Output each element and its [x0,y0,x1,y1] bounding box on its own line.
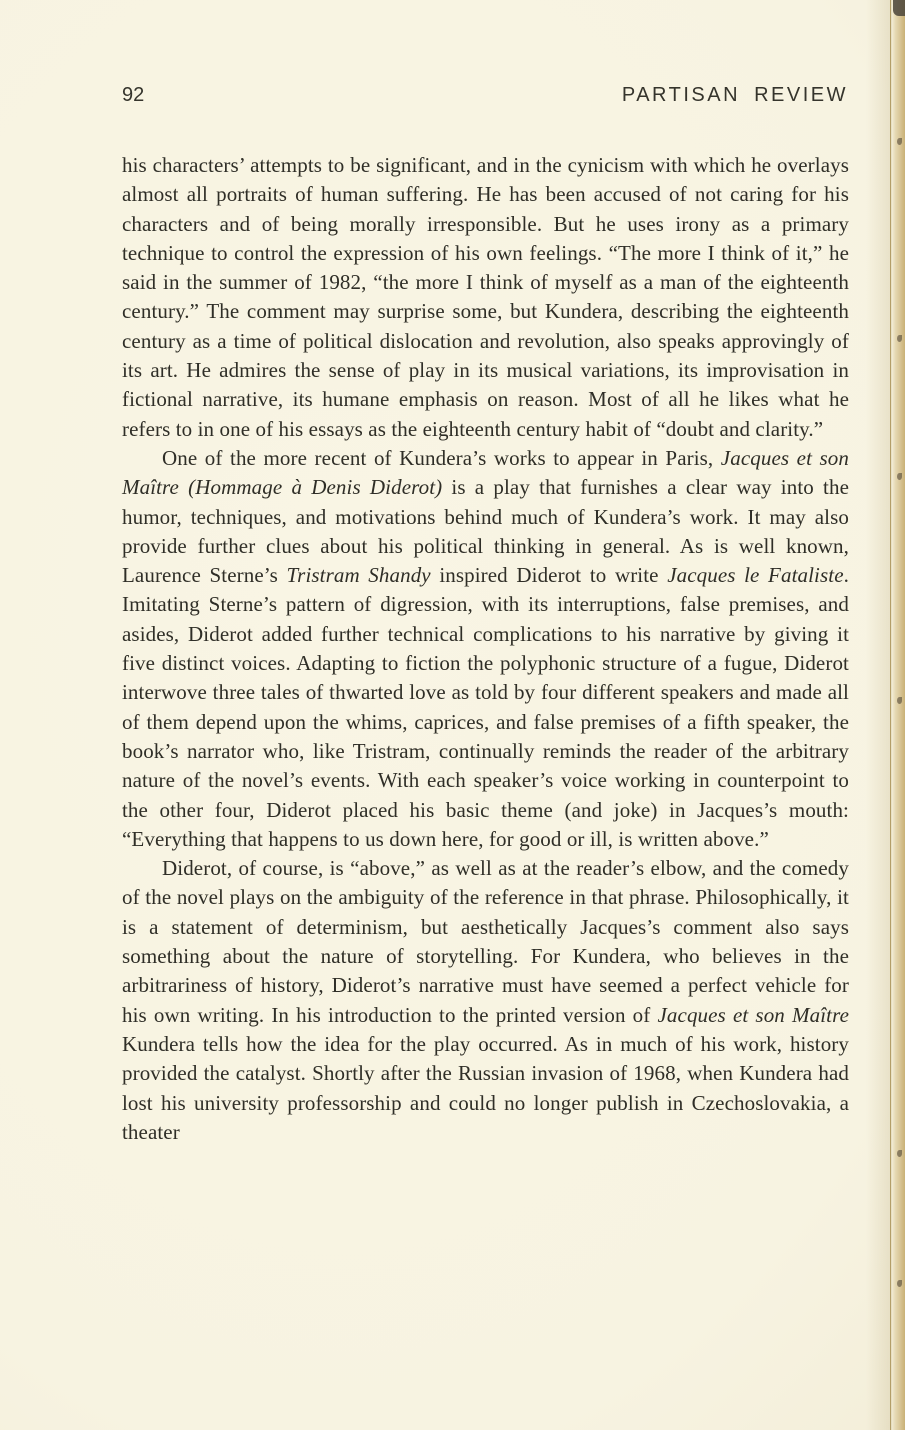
text-run: is a play that furnishes a clear way into the humor, techniques, and motivations behind much of Kundera’s work. It may also provide further clues about his political thinking in general. As is well known, Laurence Sterne’s [122,475,849,588]
paragraph [122,444,849,854]
edge-ink-speck [897,138,902,145]
edge-ink-speck [897,697,902,704]
edge-ink-speck [897,1150,902,1157]
text-run: . Imitating Sterne’s pattern of digression, with its interruptions, false premises, and asides, Diderot added further technical complications to his narrative by giving it five distinct voices. Adapting to fiction the polyphonic structure of a fugue, Diderot interwove three tales of thwarted love as told by four different speakers and made all of them depend upon the whims, caprices, and false premises of a fifth speaker, the book’s narrator who, like Tristram, continually reminds the reader of the arbitrary nature of the novel’s events. With each speaker’s voice working in counterpoint to the other four, Diderot placed his basic theme (and joke) in Jacques’s mouth: “Everything that happens to us down here, for good or ill, is written above.” [122,563,849,851]
italic-text-run: Jacques et son Maître [657,1002,849,1027]
edge-ink-speck [897,473,902,480]
italic-text-run: Jacques le Fataliste [667,563,844,588]
text-run: Kundera tells how the idea for the play occurred. As in much of his work, history provided the catalyst. Shortly after the Russian invasion of 1968, when Kundera had lost his university professorship and could no longer publish in Czechoslovakia, a theater [122,1031,849,1144]
edge-ink-speck [897,1280,902,1287]
edge-ink-speck [897,335,902,342]
journal-title: PARTISAN REVIEW [621,84,848,106]
page-edge-shadow [866,0,892,1430]
scan-corner-mark [893,0,905,16]
page-edge-strip [890,0,905,1430]
text-run: his characters’ attempts to be significant, and in the cynicism with which he overlays almost all portraits of human suffering. He has been accused of not caring for his characters and of being morally irresponsible. But he uses irony as a primary technique to control the expression of his own feelings. “The more I think of it,” he said in the summer of 1982, “the more I think of myself as a man of the eighteenth century.” The comment may surprise some, but Kundera, describing the eighteenth century as a time of political dislocation and revolution, also speaks approvingly of its art. He admires the sense of play in its musical variations, its improvisation in fictional narrative, its humane emphasis on reason. Most of all he likes what he refers to in one of his essays as the eighteenth century habit of “doubt and clarity.” [122,153,849,441]
page-header [122,84,848,107]
italic-text-run: Tristram Shandy [286,563,431,588]
italic-text-run: Jacques et son Maître (Hommage à Denis Diderot) [122,445,849,500]
text-run: One of the more recent of Kundera’s works to appear in Paris, [162,445,721,470]
text-run: Diderot, of course, is “above,” as well as at the reader’s elbow, and the comedy of the novel plays on the ambiguity of the reference in that phrase. Philosophically, it is a statement of determinism, but aesthetically Jacques’s comment also says something about the nature of storytelling. For Kundera, who believes in the arbitrariness of history, Diderot’s narrative must have seemed a perfect vehicle for his own writing. In his introduction to the printed version of [122,856,849,1027]
paragraph [122,854,849,1147]
page-number: 92 [122,84,145,106]
page-body [122,151,849,1147]
paragraph [122,151,849,444]
text-run: inspired Diderot to write [430,563,668,588]
